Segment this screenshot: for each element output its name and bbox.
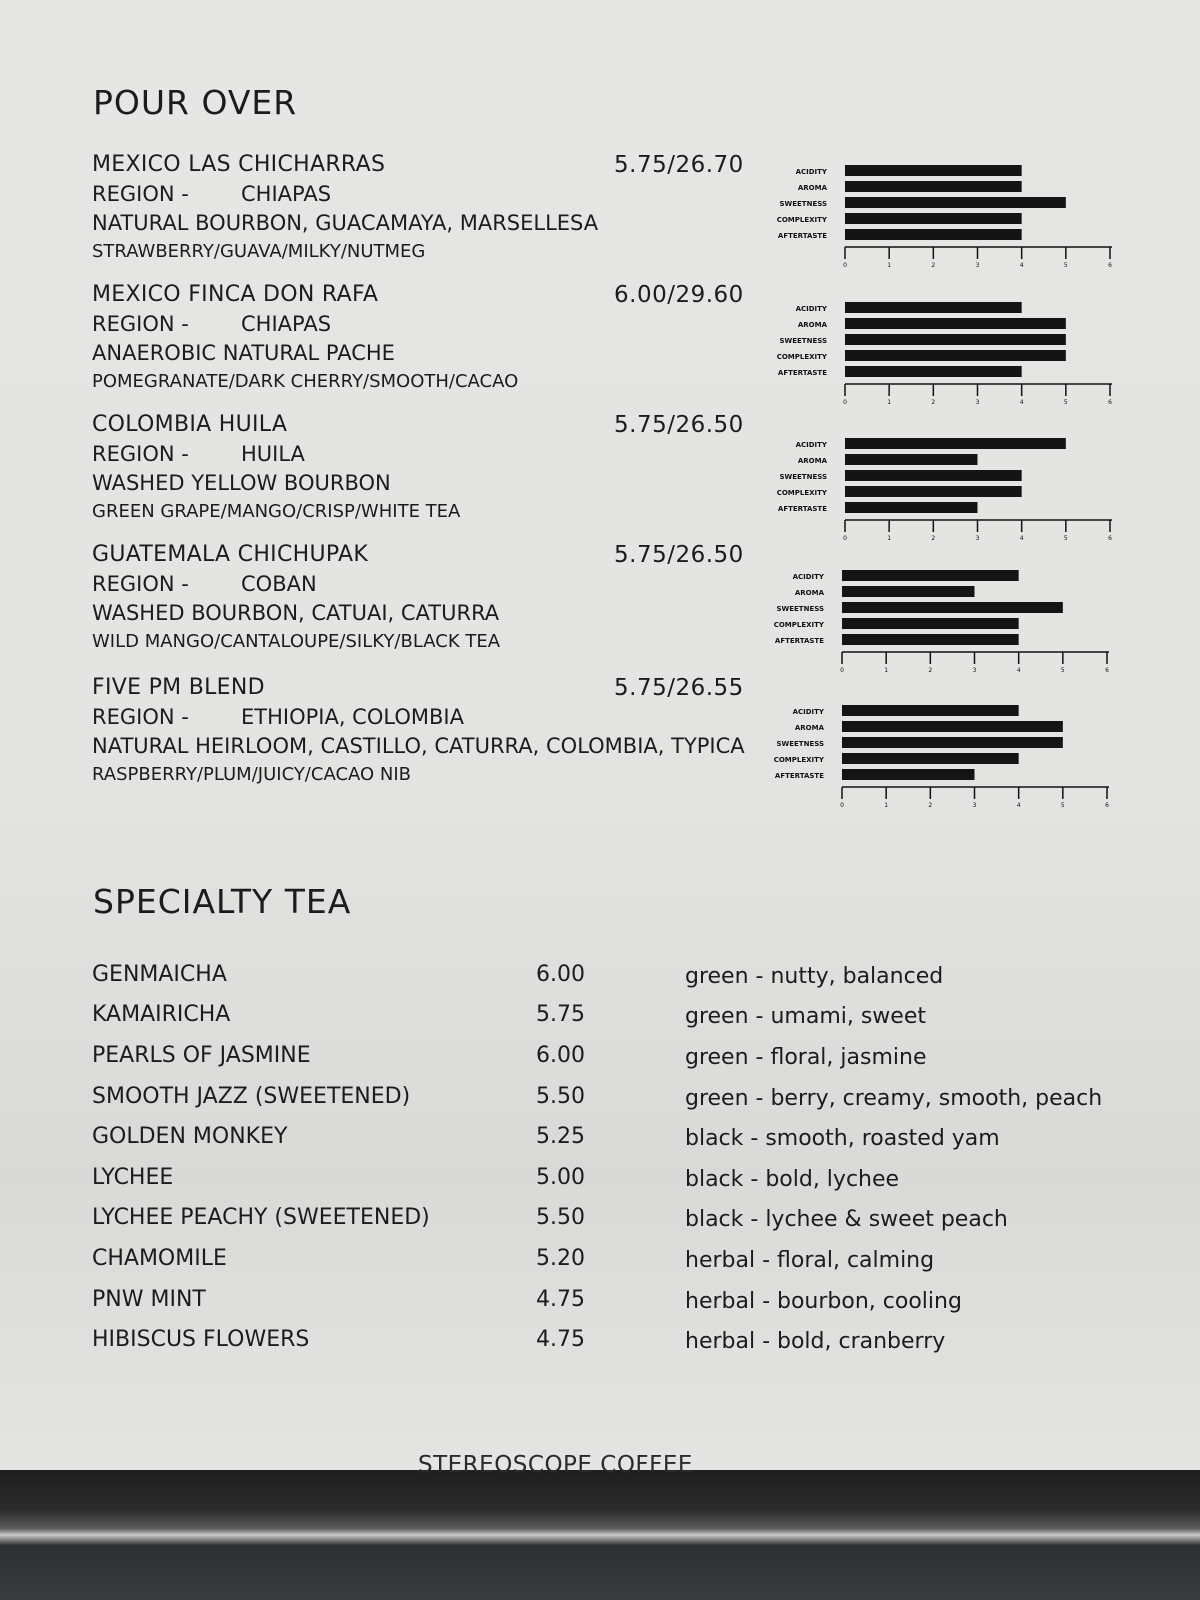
coffee-name: FIVE PM BLEND (92, 675, 265, 700)
tick-label: 4 (1016, 667, 1021, 674)
tick-label: 0 (840, 802, 844, 809)
pour-over-title: POUR OVER (93, 83, 298, 122)
chart-bar (845, 470, 1022, 481)
tea-name: PNW MINT (92, 1287, 206, 1312)
coffee-region: ETHIOPIA, COLOMBIA (241, 705, 464, 729)
tick-label: 6 (1108, 535, 1112, 542)
chart-bar (845, 438, 1066, 449)
list-item (92, 1287, 1142, 1325)
tea-description: herbal - bold, cranberry (685, 1329, 946, 1354)
tick-label: 3 (972, 802, 977, 809)
tick-label: 6 (1108, 399, 1112, 406)
chart-svg (765, 436, 1125, 558)
chart-bar (842, 570, 1019, 581)
tick-label: 1 (887, 262, 892, 269)
coffee-tasting-notes: GREEN GRAPE/MANGO/CRISP/WHITE TEA (92, 501, 461, 522)
chart-bar (845, 334, 1066, 345)
bar-label: SWEETNESS (779, 337, 827, 345)
list-item (92, 1205, 1142, 1243)
coffee-price: 5.75/26.55 (614, 675, 744, 701)
coffee-tasting-notes: RASPBERRY/PLUM/JUICY/CACAO NIB (92, 764, 412, 785)
tick-label: 3 (975, 535, 980, 542)
tea-description: herbal - bourbon, cooling (685, 1289, 962, 1314)
bar-label: AROMA (797, 457, 827, 465)
list-item (92, 1124, 1142, 1162)
chart-bar (845, 318, 1066, 329)
chart-bar (845, 302, 1022, 313)
list-item (92, 1327, 1142, 1365)
tea-name: LYCHEE PEACHY (SWEETENED) (92, 1205, 430, 1230)
chart-bar (842, 721, 1063, 732)
list-item (92, 1165, 1142, 1203)
tea-price: 4.75 (536, 1327, 585, 1352)
tick-label: 5 (1060, 802, 1065, 809)
bar-label: COMPLEXITY (773, 756, 824, 764)
coffee-region: CHIAPAS (241, 182, 332, 206)
tick-label: 1 (884, 667, 889, 674)
chart-svg (765, 300, 1125, 422)
tick-label: 1 (884, 802, 889, 809)
list-item (92, 1002, 1142, 1040)
chart-bar (845, 454, 978, 465)
coffee-tasting-notes: POMEGRANATE/DARK CHERRY/SMOOTH/CACAO (92, 371, 519, 392)
tea-name: KAMAIRICHA (92, 1002, 231, 1027)
region-label: REGION - (92, 442, 189, 466)
bar-label: ACIDITY (795, 305, 827, 313)
bar-label: AROMA (794, 724, 824, 732)
coffee-name: MEXICO FINCA DON RAFA (92, 282, 379, 307)
tea-name: LYCHEE (92, 1165, 174, 1190)
tick-label: 4 (1019, 399, 1024, 406)
tick-label: 2 (931, 535, 936, 542)
bar-label: SWEETNESS (779, 473, 827, 481)
footer-brand: STEREOSCOPE COFFEE (418, 1452, 693, 1478)
bar-label: ACIDITY (795, 168, 827, 176)
table-surface (0, 1470, 1200, 1600)
chart-svg (762, 703, 1122, 825)
tick-label: 0 (843, 262, 847, 269)
specialty-tea-title: SPECIALTY TEA (93, 882, 352, 921)
chart-svg (765, 163, 1125, 285)
tea-description: green - floral, jasmine (685, 1045, 927, 1070)
chart-bar (842, 737, 1063, 748)
tea-name: PEARLS OF JASMINE (92, 1043, 311, 1068)
tick-label: 3 (972, 667, 977, 674)
chart-bar (845, 181, 1022, 192)
tea-name: GENMAICHA (92, 962, 227, 987)
chart-bar (842, 586, 975, 597)
tea-price: 5.50 (536, 1205, 585, 1230)
bar-label: COMPLEXITY (776, 353, 827, 361)
region-label: REGION - (92, 705, 189, 729)
bar-label: ACIDITY (792, 573, 824, 581)
bar-label: AFTERTASTE (777, 232, 827, 240)
coffee-price: 5.75/26.50 (614, 542, 744, 568)
tea-price: 4.75 (536, 1287, 585, 1312)
bar-label: AFTERTASTE (774, 772, 824, 780)
tick-label: 0 (843, 399, 847, 406)
chart-bar (845, 502, 978, 513)
chart-bar (845, 213, 1022, 224)
tick-label: 5 (1063, 399, 1068, 406)
bar-label: AROMA (794, 589, 824, 597)
coffee-tasting-notes: STRAWBERRY/GUAVA/MILKY/NUTMEG (92, 241, 426, 262)
tick-label: 0 (840, 667, 844, 674)
tick-label: 6 (1105, 802, 1109, 809)
chart-bar (845, 229, 1022, 240)
chart-bar (845, 197, 1066, 208)
bar-label: SWEETNESS (776, 740, 824, 748)
bar-label: AROMA (797, 184, 827, 192)
chart-bar (842, 618, 1019, 629)
tea-price: 6.00 (536, 1043, 585, 1068)
tick-label: 5 (1063, 262, 1068, 269)
tea-price: 6.00 (536, 962, 585, 987)
chart-svg (762, 568, 1122, 690)
bar-label: COMPLEXITY (776, 216, 827, 224)
flavor-profile-chart (762, 703, 1122, 825)
coffee-name: MEXICO LAS CHICHARRAS (92, 152, 386, 177)
tick-label: 2 (931, 262, 936, 269)
coffee-process: ANAEROBIC NATURAL PACHE (92, 341, 395, 365)
chart-bar (845, 165, 1022, 176)
chart-bar (842, 705, 1019, 716)
coffee-region: CHIAPAS (241, 312, 332, 336)
coffee-price: 5.75/26.50 (614, 412, 744, 438)
bar-label: AFTERTASTE (774, 637, 824, 645)
flavor-profile-chart (762, 568, 1122, 690)
bar-label: AROMA (797, 321, 827, 329)
chart-bar (845, 366, 1022, 377)
bar-label: COMPLEXITY (773, 621, 824, 629)
tick-label: 2 (931, 399, 936, 406)
tick-label: 5 (1063, 535, 1068, 542)
bar-label: ACIDITY (795, 441, 827, 449)
tick-label: 4 (1019, 262, 1024, 269)
tea-description: herbal - floral, calming (685, 1248, 935, 1273)
tea-description: black - lychee & sweet peach (685, 1207, 1008, 1232)
coffee-process: WASHED YELLOW BOURBON (92, 471, 391, 495)
chart-bar (842, 769, 975, 780)
chart-bar (842, 634, 1019, 645)
tick-label: 6 (1108, 262, 1112, 269)
tick-label: 3 (975, 399, 980, 406)
tick-label: 1 (887, 399, 892, 406)
coffee-process: WASHED BOURBON, CATUAI, CATURRA (92, 601, 500, 625)
tick-label: 4 (1019, 535, 1024, 542)
coffee-process: NATURAL BOURBON, GUACAMAYA, MARSELLESA (92, 211, 599, 235)
bar-label: AFTERTASTE (777, 505, 827, 513)
tea-description: green - umami, sweet (685, 1004, 927, 1029)
coffee-name: GUATEMALA CHICHUPAK (92, 542, 369, 567)
coffee-name: COLOMBIA HUILA (92, 412, 288, 437)
tea-description: green - nutty, balanced (685, 964, 944, 989)
tea-price: 5.20 (536, 1246, 585, 1271)
tea-price: 5.50 (536, 1084, 585, 1109)
tick-label: 1 (887, 535, 892, 542)
bar-label: COMPLEXITY (776, 489, 827, 497)
tea-price: 5.00 (536, 1165, 585, 1190)
region-label: REGION - (92, 312, 189, 336)
bar-label: AFTERTASTE (777, 369, 827, 377)
tick-label: 5 (1060, 667, 1065, 674)
tea-name: HIBISCUS FLOWERS (92, 1327, 310, 1352)
list-item (92, 962, 1142, 1000)
coffee-region: COBAN (241, 572, 317, 596)
list-item (92, 1043, 1142, 1081)
flavor-profile-chart (765, 300, 1125, 422)
flavor-profile-chart (765, 436, 1125, 558)
bar-label: ACIDITY (792, 708, 824, 716)
coffee-region: HUILA (241, 442, 305, 466)
tea-description: black - bold, lychee (685, 1167, 900, 1192)
coffee-price: 5.75/26.70 (614, 152, 744, 178)
bar-label: SWEETNESS (779, 200, 827, 208)
tea-price: 5.75 (536, 1002, 585, 1027)
tea-name: CHAMOMILE (92, 1246, 227, 1271)
flavor-profile-chart (765, 163, 1125, 285)
coffee-tasting-notes: WILD MANGO/CANTALOUPE/SILKY/BLACK TEA (92, 631, 501, 652)
tick-label: 4 (1016, 802, 1021, 809)
tea-description: black - smooth, roasted yam (685, 1126, 1000, 1151)
tea-name: GOLDEN MONKEY (92, 1124, 288, 1149)
region-label: REGION - (92, 572, 189, 596)
tick-label: 0 (843, 535, 847, 542)
chart-bar (845, 486, 1022, 497)
tea-price: 5.25 (536, 1124, 585, 1149)
list-item (92, 1084, 1142, 1122)
chart-bar (842, 602, 1063, 613)
tea-description: green - berry, creamy, smooth, peach (685, 1086, 1103, 1111)
chart-bar (845, 350, 1066, 361)
chart-bar (842, 753, 1019, 764)
list-item (92, 1246, 1142, 1284)
tick-label: 2 (928, 667, 933, 674)
region-label: REGION - (92, 182, 189, 206)
tick-label: 3 (975, 262, 980, 269)
tick-label: 6 (1105, 667, 1109, 674)
tea-name: SMOOTH JAZZ (SWEETENED) (92, 1084, 411, 1109)
coffee-process: NATURAL HEIRLOOM, CASTILLO, CATURRA, COLOMBIA, TYPICA (92, 734, 745, 758)
coffee-price: 6.00/29.60 (614, 282, 744, 308)
bar-label: SWEETNESS (776, 605, 824, 613)
tick-label: 2 (928, 802, 933, 809)
